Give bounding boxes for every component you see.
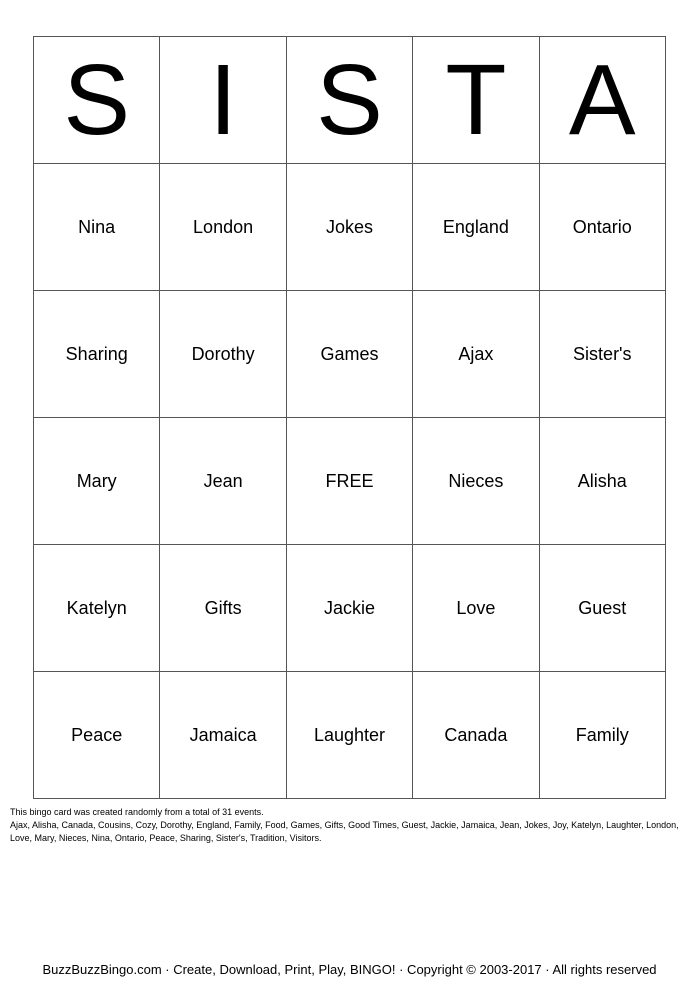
bingo-cell: Guest [539, 545, 665, 672]
header-letter: T [413, 37, 539, 164]
bingo-cell: England [413, 164, 539, 291]
bingo-cell: Jokes [286, 164, 412, 291]
bingo-cell: Mary [34, 418, 160, 545]
bingo-row [34, 545, 666, 672]
bingo-cell: Sharing [34, 291, 160, 418]
header-letter: A [539, 37, 665, 164]
bingo-header-row [34, 37, 666, 164]
bingo-cell: Jamaica [160, 672, 286, 799]
bingo-cell: Nieces [413, 418, 539, 545]
bingo-cell: Ajax [413, 291, 539, 418]
bingo-cell: Games [286, 291, 412, 418]
bingo-row [34, 291, 666, 418]
page-footer: BuzzBuzzBingo.com · Create, Download, Print, Play, BINGO! · Copyright © 2003-2017 · All rights reserved [42, 962, 657, 977]
bingo-cell: Jean [160, 418, 286, 545]
bingo-cell: Sister's [539, 291, 665, 418]
bingo-row [34, 418, 666, 545]
header-letter: S [34, 37, 160, 164]
bingo-row [34, 164, 666, 291]
header-letter: S [286, 37, 412, 164]
bingo-cell: Canada [413, 672, 539, 799]
bingo-cell: Dorothy [160, 291, 286, 418]
header-letter: I [160, 37, 286, 164]
event-list-footnote [10, 806, 690, 845]
bingo-cell: Katelyn [34, 545, 160, 672]
bingo-cell: Love [413, 545, 539, 672]
bingo-cell: Laughter [286, 672, 412, 799]
bingo-cell: London [160, 164, 286, 291]
bingo-cell: Gifts [160, 545, 286, 672]
bingo-cell: Nina [34, 164, 160, 291]
bingo-cell: Family [539, 672, 665, 799]
bingo-cell: Peace [34, 672, 160, 799]
free-space-cell: FREE [286, 418, 412, 545]
bingo-cell: Alisha [539, 418, 665, 545]
footnote-summary: This bingo card was created randomly from a total of 31 events. [10, 807, 264, 817]
bingo-row [34, 672, 666, 799]
bingo-cell: Jackie [286, 545, 412, 672]
bingo-card [33, 36, 666, 799]
footnote-event-list: Ajax, Alisha, Canada, Cousins, Cozy, Dorothy, England, Family, Food, Games, Gifts, Good Times, Guest, Jackie, Jamaica, Jean, Jokes, Joy, Katelyn, Laughter, London, Love, Mary, Nieces, Nina, Ontario, Peace, Sharing, Sister's, Tradition, Visitors. [10, 820, 679, 843]
bingo-cell: Ontario [539, 164, 665, 291]
